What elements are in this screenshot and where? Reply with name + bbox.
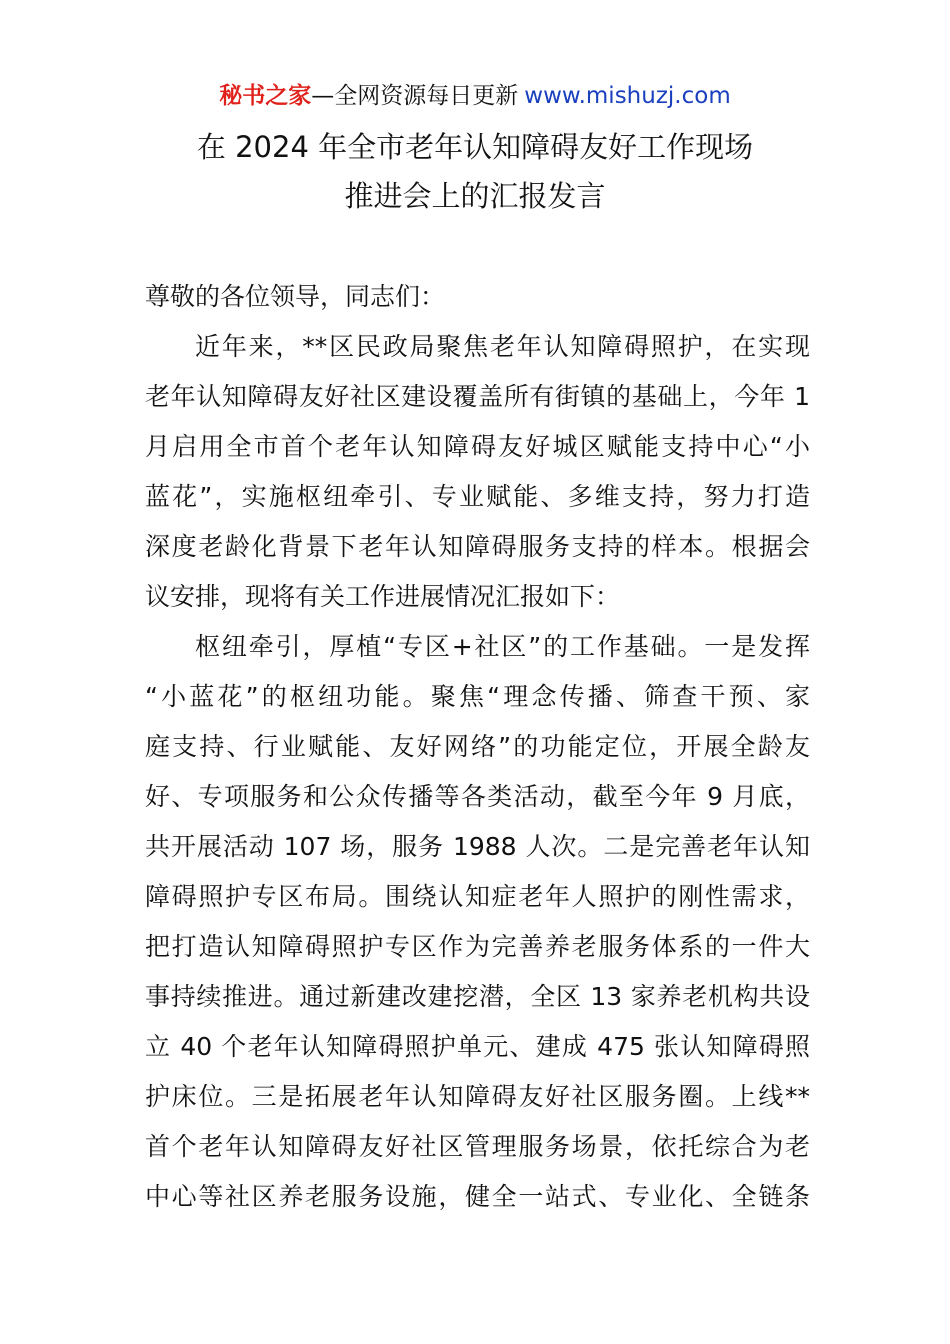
site-slogan: —全网资源每日更新: [311, 83, 519, 109]
paragraph-line: 中心等社区养老服务设施，健全一站式、专业化、全链条: [145, 1182, 810, 1211]
paragraph-line: “小蓝花”的枢纽功能。聚焦“理念传播、筛查干预、家: [145, 682, 810, 711]
paragraph-line: 事持续推进。通过新建改建挖潜，全区 13 家养老机构共设: [145, 982, 810, 1011]
paragraph-line: 障碍照护专区布局。围绕认知症老年人照护的刚性需求，: [145, 882, 810, 911]
paragraph-line: 护床位。三是拓展老年认知障碍友好社区服务圈。上线**: [145, 1082, 810, 1111]
paragraph-line: 月启用全市首个老年认知障碍友好城区赋能支持中心“小: [145, 432, 810, 461]
document-title-line-2: 推进会上的汇报发言: [344, 179, 606, 213]
paragraph-line: 首个老年认知障碍友好社区管理服务场景，依托综合为老: [145, 1132, 810, 1161]
paragraph-line: 好、专项服务和公众传播等各类活动，截至今年 9 月底，: [145, 782, 810, 811]
paragraph-2: [145, 622, 810, 1222]
paragraph-line: 蓝花”，实施枢纽牵引、专业赋能、多维支持，努力打造: [145, 482, 810, 511]
paragraph-line: 枢纽牵引，厚植“专区+社区”的工作基础。一是发挥: [195, 632, 810, 661]
document-title-line-1: 在 2024 年全市老年认知障碍友好工作现场: [196, 130, 754, 164]
paragraph-line: 把打造认知障碍照护专区作为完善养老服务体系的一件大: [145, 932, 810, 961]
paragraph-1: [145, 322, 810, 622]
site-header: [0, 80, 950, 112]
paragraph-line: 老年认知障碍友好社区建设覆盖所有街镇的基础上，今年 1: [145, 382, 810, 411]
paragraph-line: 庭支持、行业赋能、友好网络”的功能定位，开展全龄友: [145, 732, 810, 761]
site-name: 秘书之家: [219, 83, 312, 109]
salutation-text: 尊敬的各位领导，同志们：: [145, 282, 446, 311]
paragraph-line: 共开展活动 107 场，服务 1988 人次。二是完善老年认知: [145, 832, 810, 861]
paragraph-line: 议安排，现将有关工作进展情况汇报如下：: [145, 582, 621, 611]
salutation: [145, 272, 810, 322]
paragraph-line: 近年来，**区民政局聚焦老年认知障碍照护，在实现: [195, 332, 810, 361]
site-url-link[interactable]: www.mishuzj.com: [524, 83, 731, 109]
paragraph-line: 立 40 个老年认知障碍照护单元、建成 475 张认知障碍照: [145, 1032, 810, 1061]
paragraph-line: 深度老龄化背景下老年认知障碍服务支持的样本。根据会: [145, 532, 810, 561]
